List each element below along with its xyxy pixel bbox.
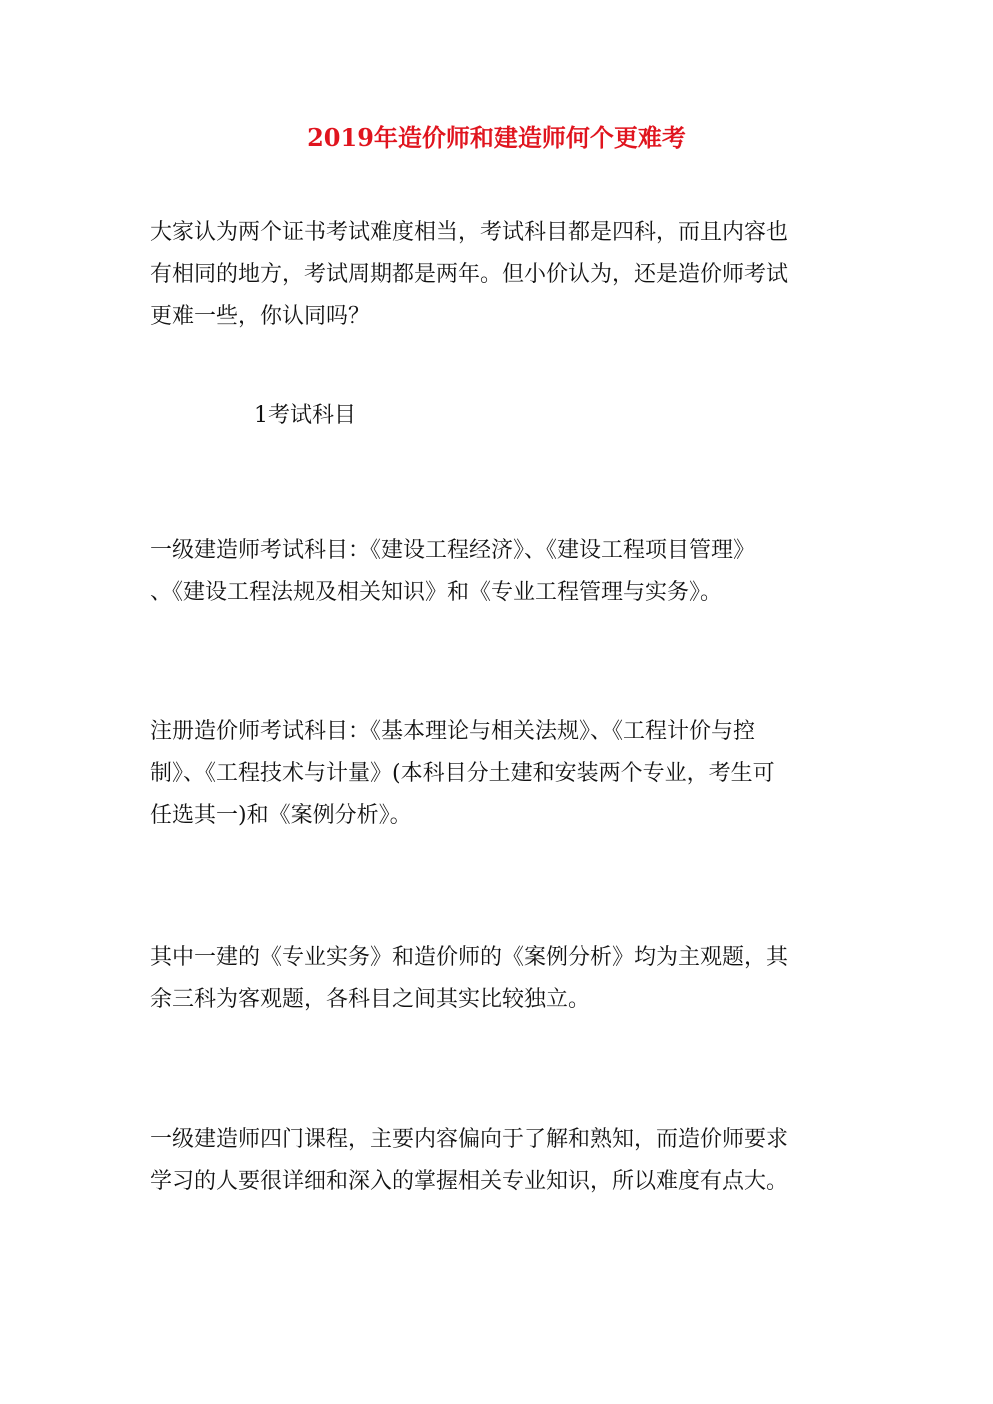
difficulty-comparison-paragraph [150,1119,840,1203]
subjective-objective-paragraph [150,937,840,1021]
paragraph-line: 任选其一)和《案例分析》。 [150,803,412,828]
paragraph-line: 余三科为客观题，各科目之间其实比较独立。 [150,987,591,1012]
intro-paragraph [150,212,840,338]
paragraph-line: 制》、《工程技术与计量》(本科目分土建和安装两个专业，考生可 [150,761,775,786]
paragraph-line: 一级建造师四门课程，主要内容偏向于了解和熟知，而造价师要求 [150,1127,789,1152]
paragraph-line: 其中一建的《专业实务》和造价师的《案例分析》均为主观题，其 [150,945,789,970]
document-title: 2019年造价师和建造师何个更难考 [307,123,686,152]
section-heading-exam-subjects: 1考试科目 [254,403,356,428]
intro-line: 大家认为两个证书考试难度相当，考试科目都是四科，而且内容也 [150,220,789,245]
intro-line: 更难一些，你认同吗？ [150,304,371,329]
paragraph-line: 一级建造师考试科目：《建设工程经济》、《建设工程项目管理》 [150,538,756,563]
paragraph-line: 注册造价师考试科目：《基本理论与相关法规》、《工程计价与控 [150,719,756,744]
paragraph-line: 学习的人要很详细和深入的掌握相关专业知识，所以难度有点大。 [150,1169,789,1194]
construction-engineer-subjects-paragraph [150,530,840,614]
paragraph-line: 、《建设工程法规及相关知识》和《专业工程管理与实务》。 [150,580,723,605]
intro-line: 有相同的地方，考试周期都是两年。但小价认为，还是造价师考试 [150,262,789,287]
cost-engineer-subjects-paragraph [150,711,840,837]
